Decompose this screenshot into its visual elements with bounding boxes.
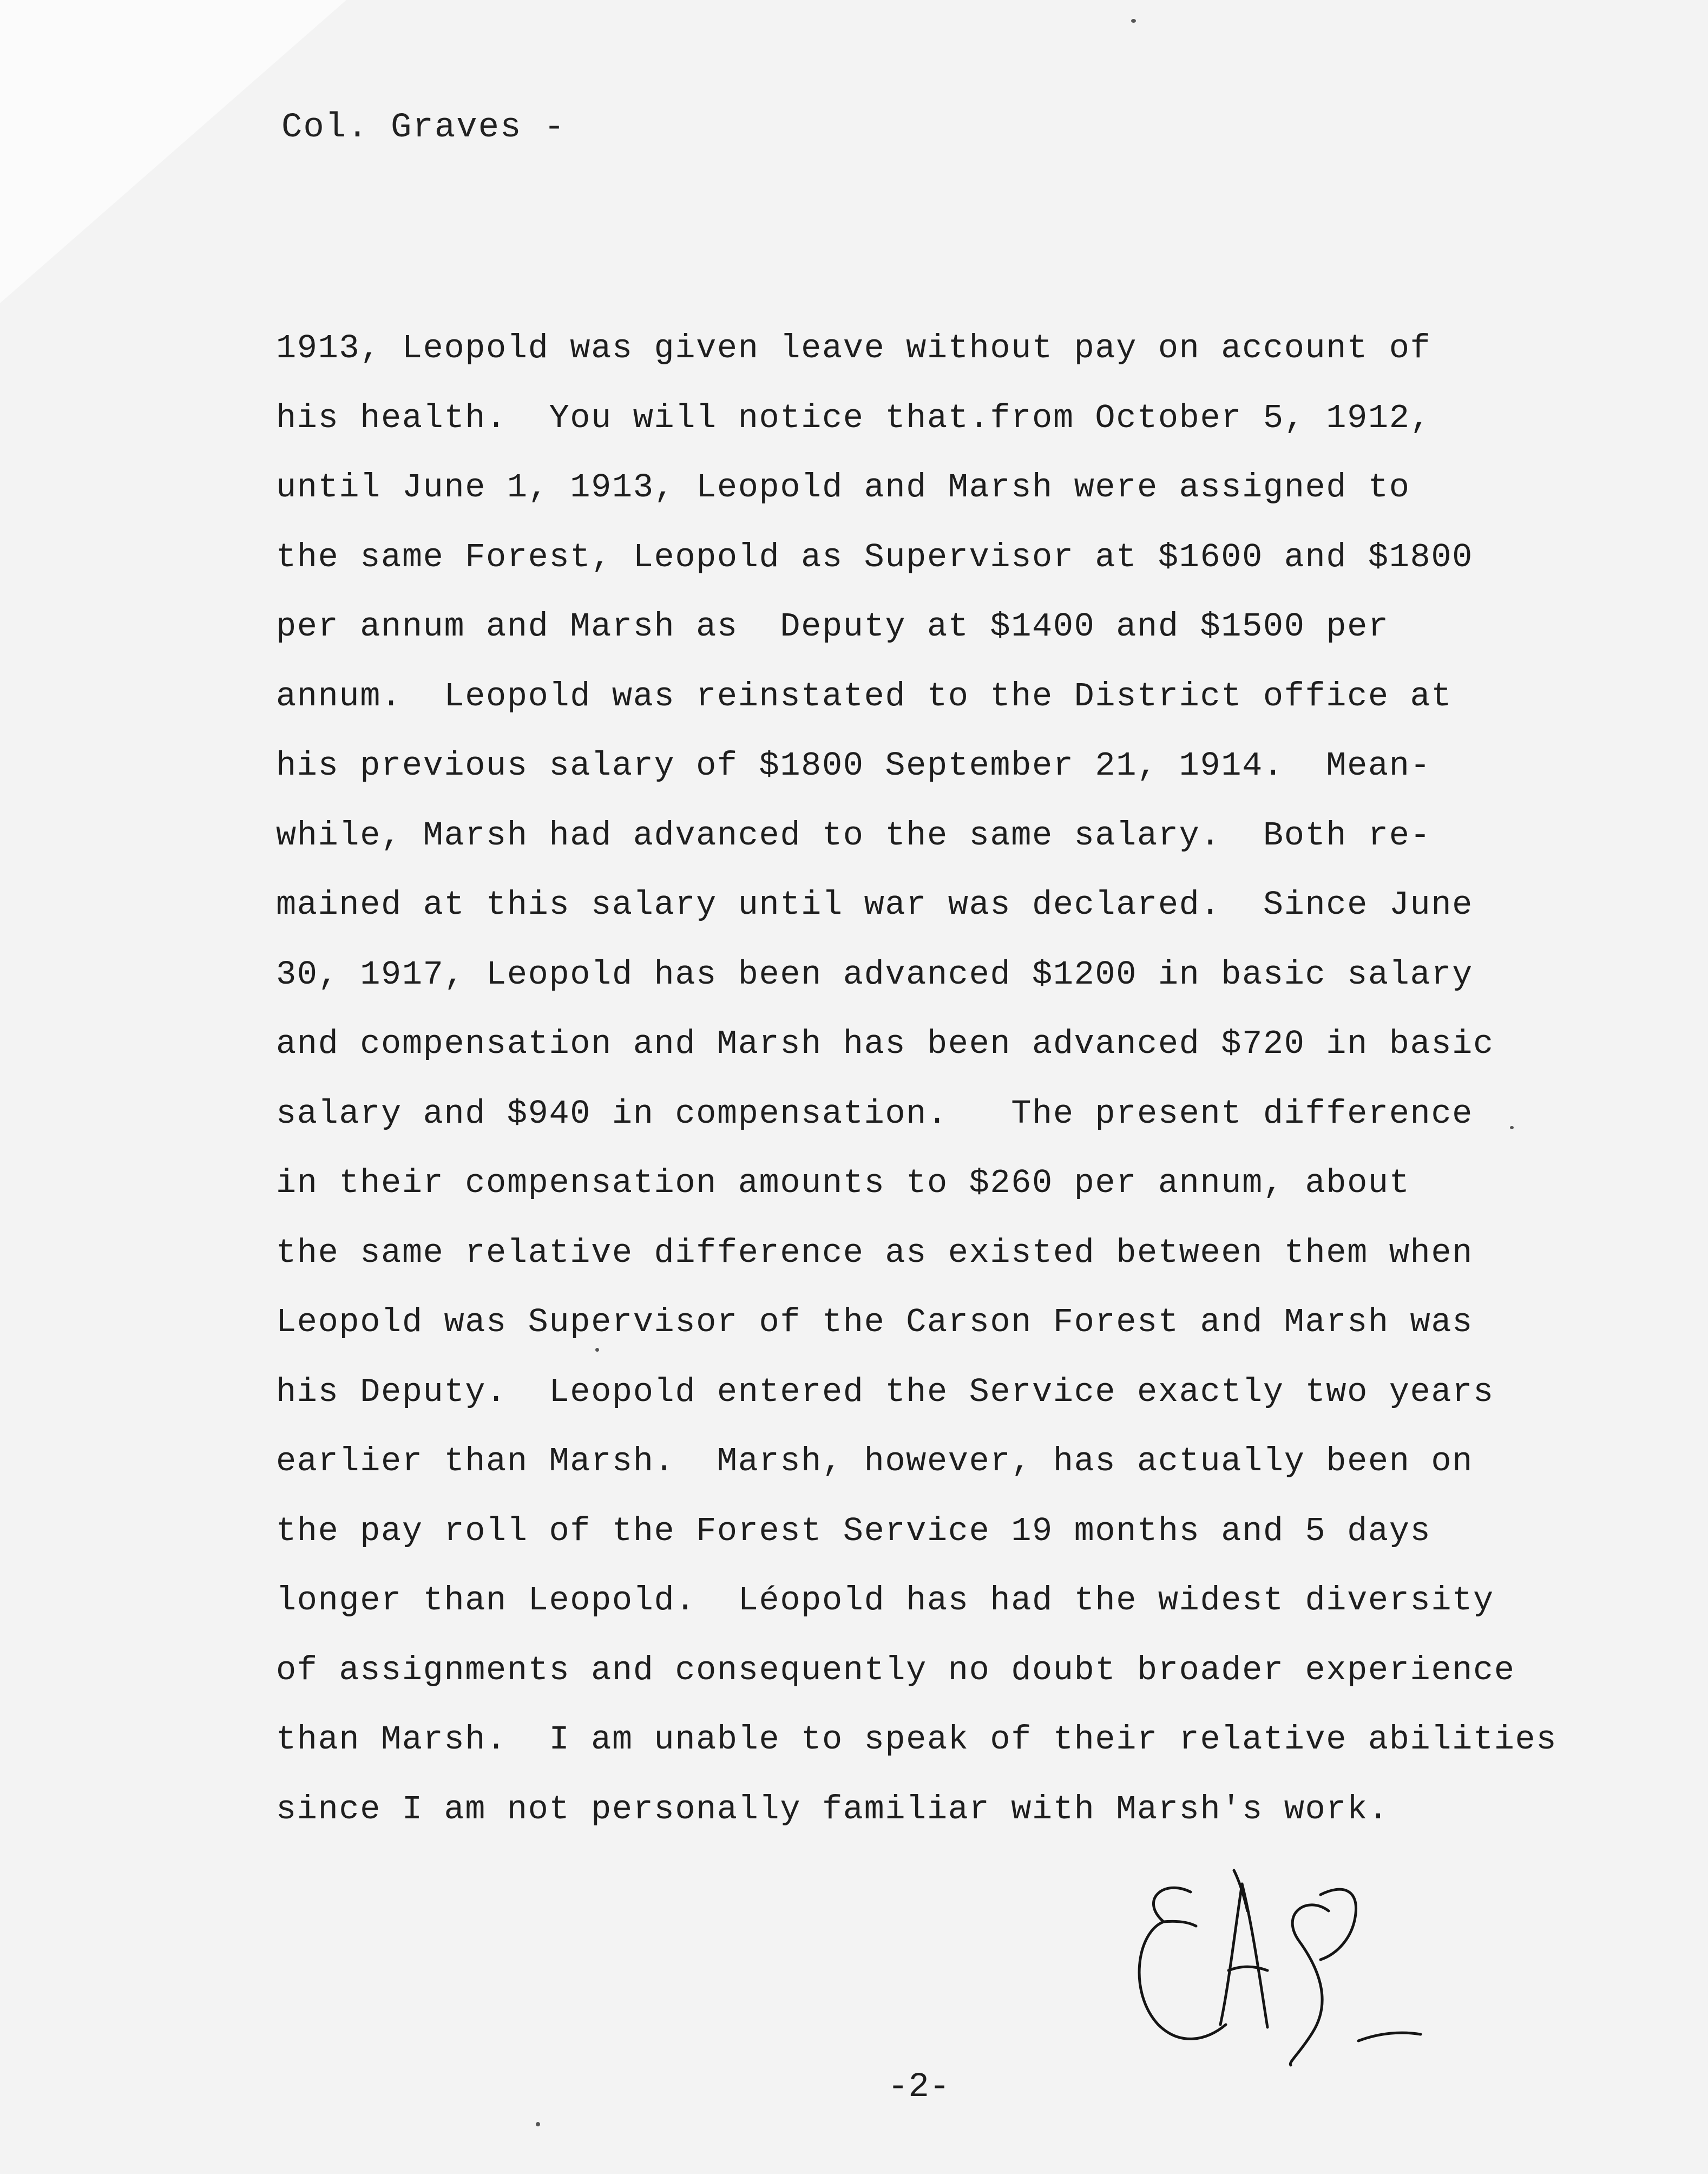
handwritten-signature [1126, 1862, 1429, 2073]
body-line: mained at this salary until war was declared. Since June [276, 886, 1473, 924]
body-line: 1913, Leopold was given leave without pay on account of [276, 329, 1431, 368]
paper-speck [1131, 19, 1136, 23]
body-line: Leopold was Supervisor of the Carson Forest and Marsh was [276, 1303, 1473, 1341]
body-line: annum. Leopold was reinstated to the District office at [276, 677, 1453, 716]
addressee-line: Col. Graves - [281, 108, 566, 147]
body-line: and compensation and Marsh has been advanced $720 in basic [276, 1025, 1494, 1063]
body-line: earlier than Marsh. Marsh, however, has actually been on [276, 1442, 1473, 1481]
letter-body [276, 314, 1607, 1844]
folded-corner [0, 0, 346, 303]
body-line: until June 1, 1913, Leopold and Marsh were assigned to [276, 468, 1410, 507]
body-line: than Marsh. I am unable to speak of their relative abilities [276, 1720, 1558, 1759]
body-line: salary and $940 in compensation. The present difference [276, 1094, 1473, 1133]
body-line: his health. You will notice that.from October 5, 1912, [276, 398, 1431, 437]
body-line: 30, 1917, Leopold has been advanced $1200 in basic salary [276, 955, 1473, 994]
body-line: the same relative difference as existed between them when [276, 1233, 1473, 1272]
page-number: -2- [888, 2068, 950, 2107]
body-line: the pay roll of the Forest Service 19 months and 5 days [276, 1511, 1431, 1550]
body-line: while, Marsh had advanced to the same salary. Both re- [276, 816, 1431, 855]
paper-speck [536, 2122, 540, 2126]
body-line: longer than Leopold. Léopold has had the widest diversity [276, 1581, 1494, 1620]
paper-speck [595, 1348, 599, 1352]
body-line: in their compensation amounts to $260 per annum, about [276, 1164, 1410, 1202]
paper-speck [1510, 1126, 1514, 1129]
body-line: his previous salary of $1800 September 21, 1914. Mean- [276, 747, 1431, 785]
body-line: of assignments and consequently no doubt broader experience [276, 1651, 1515, 1690]
body-line: since I am not personally familiar with Marsh's work. [276, 1790, 1389, 1829]
body-line: the same Forest, Leopold as Supervisor at $1600 and $1800 [276, 538, 1473, 577]
body-line: per annum and Marsh as Deputy at $1400 and $1500 per [276, 607, 1389, 646]
body-line: his Deputy. Leopold entered the Service exactly two years [276, 1372, 1494, 1411]
